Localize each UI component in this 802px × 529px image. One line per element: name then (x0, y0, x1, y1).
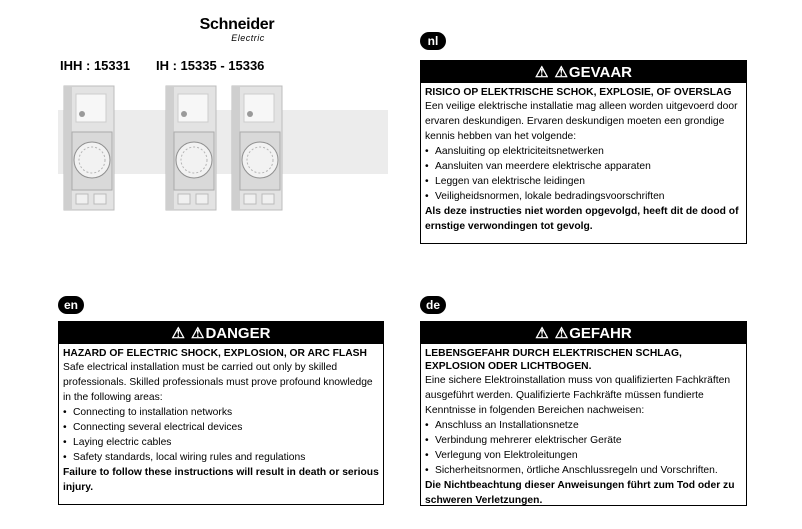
language-badge-en: en (58, 296, 84, 314)
warning-triangle-icon: ⚠ (535, 64, 549, 81)
list-en (63, 405, 379, 465)
warning-box-de (420, 321, 747, 506)
list-item: • Aansluiting op elektriciteitsnetwerken (425, 144, 742, 159)
timer-device-2 (166, 86, 216, 210)
warning-triangle-icon: ⚠ (535, 325, 549, 342)
intro-de: Eine sichere Elektroinstallation muss von qualifizierten Fachkräften ausgeführt werden. Qualifizierte Fachkräfte müssen fundierte Kenntnisse in folgenden Bereichen nachweisen: (425, 375, 731, 416)
timer-device-3 (232, 86, 282, 210)
list-item: • Anschluss an Installationsnetze (425, 418, 742, 433)
warning-header-de (421, 322, 746, 344)
list-item: • Verlegung von Elektroleitungen (425, 448, 742, 463)
list-item: • Connecting several electrical devices (63, 420, 379, 435)
timer-device-1 (64, 86, 114, 210)
schneider-logo (192, 16, 282, 43)
list-item: • Safety standards, local wiring rules and regulations (63, 450, 379, 465)
list-item: • Connecting to installation networks (63, 405, 379, 420)
warning-title-de: GEFAHR (569, 324, 632, 342)
intro-en: Safe electrical installation must be carried out only by skilled professionals. Skilled professionals must prove profound knowledge in the following areas: (63, 362, 373, 403)
warning-box-en (58, 321, 384, 505)
warning-triangle-icon: ⚠ (171, 325, 185, 342)
footer-nl: Als deze instructies niet worden opgevolgd, heeft dit de dood of ernstige verwondingen tot gevolg. (425, 206, 739, 232)
warning-triangle-icon: ⚠ (554, 325, 569, 342)
warning-box-nl (420, 60, 747, 244)
warning-title-nl: GEVAAR (568, 63, 632, 81)
intro-nl: Een veilige elektrische installatie mag alleen worden uitgevoerd door ervaren deskundigen. Ervaren deskundigen moeten een grondige kennis hebben van het volgende: (425, 101, 738, 142)
warning-triangle-icon: ⚠ (554, 64, 568, 81)
hazard-de: LEBENSGEFAHR DURCH ELEKTRISCHEN SCHLAG, EXPLOSION ODER LICHTBOGEN. (425, 348, 682, 372)
hazard-en: HAZARD OF ELECTRIC SHOCK, EXPLOSION, OR ARC FLASH (63, 348, 367, 359)
language-badge-nl: nl (420, 32, 446, 50)
product-photo (58, 84, 388, 212)
warning-title-en: DANGER (205, 324, 271, 342)
model-left: IHH : 15331 (60, 58, 131, 73)
model-right: IH : 15335 - 15336 (156, 58, 265, 73)
brand-name: Schneider (199, 16, 275, 33)
list-item: • Laying electric cables (63, 435, 379, 450)
footer-de: Die Nichtbeachtung dieser Anweisungen führt zum Tod oder zu schweren Verletzungen. (425, 480, 735, 506)
warning-triangle-icon: ⚠ (190, 325, 205, 342)
list-de (425, 418, 742, 478)
list-item: • Sicherheitsnormen, örtliche Anschlussregeln und Vorschriften. (425, 463, 742, 478)
warning-header-en (59, 322, 383, 344)
list-item: • Aansluiten van meerdere elektrische apparaten (425, 159, 742, 174)
footer-en: Failure to follow these instructions will result in death or serious injury. (63, 467, 379, 493)
warning-header-nl (421, 61, 746, 83)
brand-sub: Electric (231, 33, 265, 43)
hazard-nl: RISICO OP ELEKTRISCHE SCHOK, EXPLOSIE, OF OVERSLAG (425, 87, 732, 98)
list-nl (425, 144, 742, 204)
list-item: • Leggen van elektrische leidingen (425, 174, 742, 189)
list-item: • Veiligheidsnormen, lokale bedradingsvoorschriften (425, 189, 742, 204)
list-item: • Verbindung mehrerer elektrischer Geräte (425, 433, 742, 448)
language-badge-de: de (420, 296, 446, 314)
